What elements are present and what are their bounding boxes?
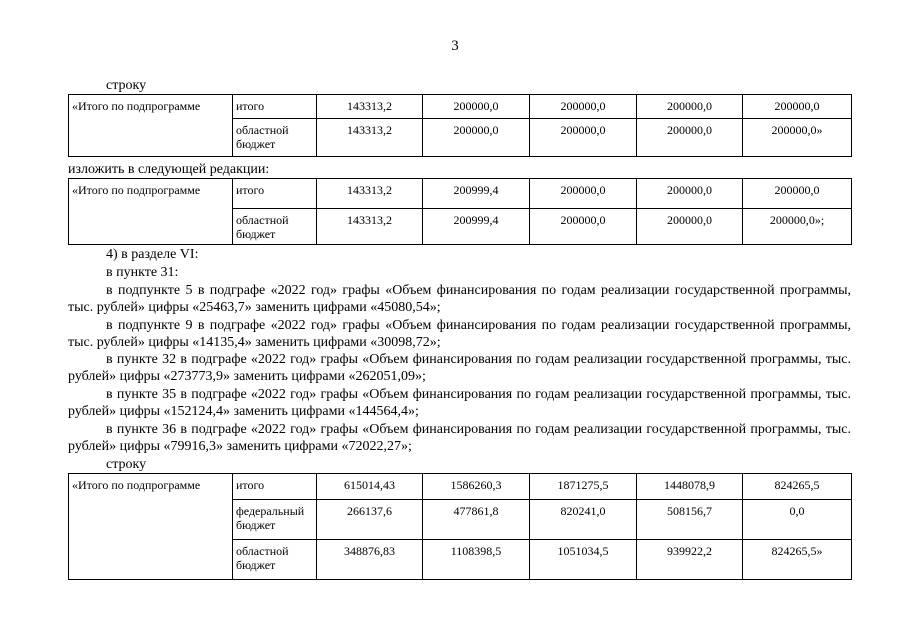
value-cell: 508156,7	[637, 500, 743, 540]
value-cell: 200000,0	[423, 95, 530, 119]
value-cell: 200999,4	[423, 209, 530, 245]
value-cell: 824265,5	[743, 474, 852, 500]
value-cell: 143313,2	[317, 209, 423, 245]
value-cell: 1448078,9	[637, 474, 743, 500]
table-row	[69, 179, 852, 209]
paragraph: в пункте 32 в подграфе «2022 год» графы «Объем финансирования по годам реализации государственной программы, тыс. рублей» цифры «273773,9» заменить цифрами «262051,09»;	[68, 352, 851, 384]
table-row	[69, 95, 852, 119]
value-cell: 1051034,5	[530, 540, 637, 580]
value-cell: 0,0	[743, 500, 852, 540]
budget-type-cell: федеральный бюджет	[233, 500, 317, 540]
value-cell: 1586260,3	[423, 474, 530, 500]
paragraph: в подпункте 9 в подграфе «2022 год» графы «Объем финансирования по годам реализации государственной программы, тыс. рублей» цифры «14135,4» заменить цифрами «30098,72»;	[68, 318, 851, 350]
value-cell: 1871275,5	[530, 474, 637, 500]
value-cell: 200000,0	[530, 95, 637, 119]
row-group-heading: «Итого по подпрограмме	[69, 179, 233, 245]
table-original-totals	[68, 94, 852, 157]
value-cell: 143313,2	[317, 119, 423, 157]
value-cell: 200000,0	[530, 209, 637, 245]
value-cell: 200000,0	[530, 179, 637, 209]
value-cell: 200000,0»	[743, 119, 852, 157]
value-cell: 1108398,5	[423, 540, 530, 580]
value-cell: 200000,0	[637, 95, 743, 119]
label-stroku: строку	[106, 78, 147, 93]
point-31: в пункте 31:	[106, 265, 179, 280]
value-cell: 200000,0	[423, 119, 530, 157]
budget-type-cell: областной бюджет	[233, 540, 317, 580]
budget-type-cell: областной бюджет	[233, 209, 317, 245]
value-cell: 200999,4	[423, 179, 530, 209]
paragraph: в пункте 36 в подграфе «2022 год» графы «Объем финансирования по годам реализации государственной программы, тыс. рублей» цифры «79916,3» заменить цифрами «72022,27»;	[68, 422, 851, 454]
budget-type-cell: итого	[233, 95, 317, 119]
row-group-heading: «Итого по подпрограмме	[69, 474, 233, 580]
budget-type-cell: итого	[233, 179, 317, 209]
page-number: 3	[451, 38, 459, 54]
table-federal-regional-totals	[68, 473, 852, 580]
value-cell: 348876,83	[317, 540, 423, 580]
value-cell: 200000,0	[530, 119, 637, 157]
label-stroku-2: строку	[106, 457, 147, 472]
value-cell: 939922,2	[637, 540, 743, 580]
value-cell: 200000,0	[637, 209, 743, 245]
value-cell: 824265,5»	[743, 540, 852, 580]
value-cell: 143313,2	[317, 179, 423, 209]
table-new-totals	[68, 178, 852, 245]
paragraph: в пункте 35 в подграфе «2022 год» графы «Объем финансирования по годам реализации государственной программы, тыс. рублей» цифры «152124,4» заменить цифрами «144564,4»;	[68, 387, 851, 419]
value-cell: 200000,0	[743, 179, 852, 209]
row-group-heading: «Итого по подпрограмме	[69, 95, 233, 157]
value-cell: 200000,0	[743, 95, 852, 119]
value-cell: 143313,2	[317, 95, 423, 119]
value-cell: 200000,0	[637, 179, 743, 209]
table-row	[69, 474, 852, 500]
paragraph: в подпункте 5 в подграфе «2022 год» графы «Объем финансирования по годам реализации государственной программы, тыс. рублей» цифры «25463,7» заменить цифрами «45080,54»;	[68, 283, 851, 315]
value-cell: 200000,0»;	[743, 209, 852, 245]
budget-type-cell: областной бюджет	[233, 119, 317, 157]
value-cell: 615014,43	[317, 474, 423, 500]
budget-type-cell: итого	[233, 474, 317, 500]
label-izlozhit: изложить в следующей редакции:	[68, 162, 270, 177]
section-heading: 4) в разделе VI:	[106, 247, 199, 262]
value-cell: 266137,6	[317, 500, 423, 540]
value-cell: 820241,0	[530, 500, 637, 540]
value-cell: 477861,8	[423, 500, 530, 540]
value-cell: 200000,0	[637, 119, 743, 157]
